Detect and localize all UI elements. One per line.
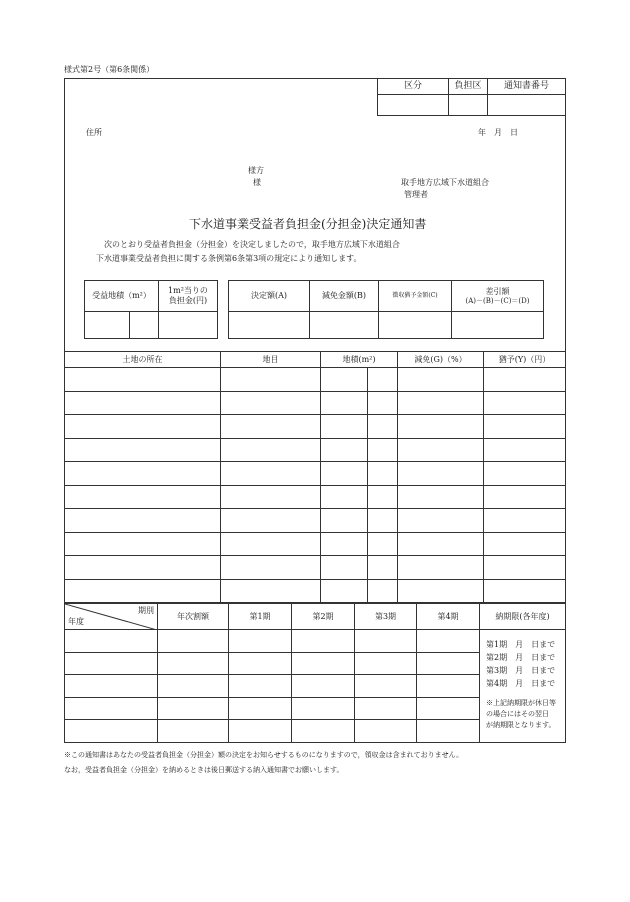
period-2-cell[interactable] xyxy=(292,630,355,653)
land-category-cell[interactable] xyxy=(221,556,321,580)
difference-line-1: 差引額 xyxy=(485,287,510,296)
deferment-value[interactable] xyxy=(379,312,452,339)
holiday-note-line-3: が納期限となります。 xyxy=(486,721,556,729)
land-category-cell[interactable] xyxy=(221,415,321,439)
land-area-cell[interactable] xyxy=(321,391,368,415)
corner-year-label: 年度 xyxy=(68,617,84,627)
holiday-note-line-1: ※上記納期限が休日等 xyxy=(486,699,556,707)
land-category-cell[interactable] xyxy=(221,462,321,486)
period-4-cell[interactable] xyxy=(417,630,480,653)
land-reduction-cell[interactable] xyxy=(398,485,484,509)
land-row xyxy=(65,391,566,415)
land-location-cell[interactable] xyxy=(65,438,221,462)
period-2-cell[interactable] xyxy=(292,652,355,675)
land-row xyxy=(65,368,566,392)
kubun-label: 区分 xyxy=(378,79,449,95)
deadline-period-2: 第2期 月 日まで xyxy=(486,653,556,662)
land-deferment-cell[interactable] xyxy=(484,532,566,556)
land-location-cell[interactable] xyxy=(65,485,221,509)
period-2-cell[interactable] xyxy=(292,697,355,720)
land-reduction-cell[interactable] xyxy=(398,579,484,603)
land-area-decimal-cell[interactable] xyxy=(368,485,398,509)
period-1-header: 第1期 xyxy=(229,604,292,630)
deadline-header: 納期限(各年度) xyxy=(480,604,566,630)
land-row xyxy=(65,485,566,509)
land-reduction-cell[interactable] xyxy=(398,509,484,533)
land-area-cell[interactable] xyxy=(321,509,368,533)
year-cell[interactable] xyxy=(65,675,158,698)
per-sqm-header xyxy=(159,281,218,312)
annual-amount-cell[interactable] xyxy=(158,720,229,743)
difference-header xyxy=(452,281,544,312)
land-location-cell[interactable] xyxy=(65,579,221,603)
annual-amount-header: 年次割額 xyxy=(158,604,229,630)
land-area-cell[interactable] xyxy=(321,415,368,439)
land-area-cell[interactable] xyxy=(321,438,368,462)
land-deferment-cell[interactable] xyxy=(484,579,566,603)
intro-line-1: 次のとおり受益者負担金（分担金）を決定しましたので，取手地方広域下水道組合 xyxy=(104,240,400,249)
land-row xyxy=(65,556,566,580)
notice-number-value[interactable] xyxy=(488,95,566,116)
annual-amount-cell[interactable] xyxy=(158,697,229,720)
recipient-sama-kata: 様方 xyxy=(248,166,264,175)
land-location-cell[interactable] xyxy=(65,368,221,392)
land-deferment-header: 猶予(Y)（円） xyxy=(484,352,566,368)
difference-line-2: (A)－(B)－(C)＝(D) xyxy=(465,296,530,305)
land-area-decimal-cell[interactable] xyxy=(368,462,398,486)
area-value-decimal[interactable] xyxy=(130,312,159,339)
period-2-cell[interactable] xyxy=(292,675,355,698)
land-area-cell[interactable] xyxy=(321,579,368,603)
land-area-decimal-cell[interactable] xyxy=(368,438,398,462)
footnote-line-2: なお，受益者負担金（分担金）を納めるときは後日郵送する納入通知書でお願いします。 xyxy=(64,766,344,774)
land-location-header: 土地の所在 xyxy=(65,352,221,368)
period-4-cell[interactable] xyxy=(417,720,480,743)
installment-row xyxy=(65,630,566,653)
reduction-header: 減免金額(B) xyxy=(310,281,379,312)
period-1-cell[interactable] xyxy=(229,720,292,743)
period-2-cell[interactable] xyxy=(292,720,355,743)
land-deferment-cell[interactable] xyxy=(484,415,566,439)
land-deferment-cell[interactable] xyxy=(484,368,566,392)
difference-value[interactable] xyxy=(452,312,544,339)
land-reduction-cell[interactable] xyxy=(398,556,484,580)
reduction-value[interactable] xyxy=(310,312,379,339)
footnote-line-1: ※この通知書はあなたの受益者負担金（分担金）額の決定をお知らせするものになりますので，領収金は含まれておりません。 xyxy=(64,751,464,759)
land-area-header: 地積(m²) xyxy=(321,352,398,368)
land-reduction-cell[interactable] xyxy=(398,391,484,415)
annual-amount-cell[interactable] xyxy=(158,675,229,698)
land-reduction-cell[interactable] xyxy=(398,415,484,439)
period-3-header: 第3期 xyxy=(355,604,417,630)
amount-summary-table xyxy=(228,280,544,339)
period-1-cell[interactable] xyxy=(229,675,292,698)
date-label: 年 月 日 xyxy=(478,128,518,137)
period-3-cell[interactable] xyxy=(355,630,417,653)
deadline-period-4: 第4期 月 日まで xyxy=(486,679,556,688)
header-code-table xyxy=(377,78,566,116)
land-deferment-cell[interactable] xyxy=(484,462,566,486)
land-category-cell[interactable] xyxy=(221,368,321,392)
year-cell[interactable] xyxy=(65,720,158,743)
land-area-cell[interactable] xyxy=(321,368,368,392)
holiday-note-line-2: の場合にはその翌日 xyxy=(486,710,549,718)
recipient-sama: 様 xyxy=(253,178,261,187)
land-row xyxy=(65,462,566,486)
area-summary-table xyxy=(84,280,218,339)
land-area-decimal-cell[interactable] xyxy=(368,579,398,603)
land-reduction-cell[interactable] xyxy=(398,462,484,486)
kubun-value[interactable] xyxy=(378,95,449,116)
land-deferment-cell[interactable] xyxy=(484,509,566,533)
land-location-cell[interactable] xyxy=(65,462,221,486)
land-category-cell[interactable] xyxy=(221,485,321,509)
period-4-cell[interactable] xyxy=(417,697,480,720)
land-row xyxy=(65,532,566,556)
land-area-decimal-cell[interactable] xyxy=(368,391,398,415)
period-3-cell[interactable] xyxy=(355,720,417,743)
land-category-cell[interactable] xyxy=(221,438,321,462)
issuer-role: 管理者 xyxy=(404,190,428,199)
period-1-cell[interactable] xyxy=(229,652,292,675)
land-reduction-cell[interactable] xyxy=(398,368,484,392)
period-4-cell[interactable] xyxy=(417,675,480,698)
year-cell[interactable] xyxy=(65,652,158,675)
land-category-cell[interactable] xyxy=(221,391,321,415)
land-area-decimal-cell[interactable] xyxy=(368,368,398,392)
land-location-cell[interactable] xyxy=(65,532,221,556)
annual-amount-cell[interactable] xyxy=(158,630,229,653)
period-3-cell[interactable] xyxy=(355,697,417,720)
deferment-header: 徴収猶予金額(C) xyxy=(379,281,452,312)
land-deferment-cell[interactable] xyxy=(484,391,566,415)
period-4-header: 第4期 xyxy=(417,604,480,630)
area-value-main[interactable] xyxy=(85,312,130,339)
period-3-cell[interactable] xyxy=(355,675,417,698)
land-area-decimal-cell[interactable] xyxy=(368,556,398,580)
land-deferment-cell[interactable] xyxy=(484,485,566,509)
deadline-info-cell xyxy=(480,630,566,743)
address-label: 住所 xyxy=(86,128,102,137)
per-sqm-value[interactable] xyxy=(159,312,218,339)
issuer-name: 取手地方広域下水道組合 xyxy=(401,178,489,187)
corner-period-label: 期別 xyxy=(138,606,154,615)
futanku-value[interactable] xyxy=(449,95,488,116)
year-cell[interactable] xyxy=(65,697,158,720)
land-location-cell[interactable] xyxy=(65,509,221,533)
land-deferment-cell[interactable] xyxy=(484,438,566,462)
deadline-period-3: 第3期 月 日まで xyxy=(486,666,556,675)
per-sqm-line-2: 負担金(円) xyxy=(168,296,208,305)
land-category-cell[interactable] xyxy=(221,579,321,603)
land-row xyxy=(65,509,566,533)
land-location-cell[interactable] xyxy=(65,415,221,439)
land-category-cell[interactable] xyxy=(221,532,321,556)
land-location-cell[interactable] xyxy=(65,391,221,415)
annual-amount-cell[interactable] xyxy=(158,652,229,675)
land-deferment-cell[interactable] xyxy=(484,556,566,580)
intro-line-2: 下水道事業受益者負担に関する条例第6条第3項の規定により通知します。 xyxy=(96,254,362,263)
notice-number-label: 通知書番号 xyxy=(488,79,566,95)
document-title: 下水道事業受益者負担金(分担金)決定通知書 xyxy=(189,217,427,231)
period-1-cell[interactable] xyxy=(229,697,292,720)
form-number: 様式第2号（第6条関係） xyxy=(64,65,155,74)
futanku-label: 負担区 xyxy=(449,79,488,95)
land-area-decimal-cell[interactable] xyxy=(368,509,398,533)
land-reduction-cell[interactable] xyxy=(398,532,484,556)
decided-header: 決定額(A) xyxy=(229,281,310,312)
period-2-header: 第2期 xyxy=(292,604,355,630)
deadline-period-1: 第1期 月 日まで xyxy=(486,640,556,649)
period-1-cell[interactable] xyxy=(229,630,292,653)
period-3-cell[interactable] xyxy=(355,652,417,675)
installment-corner-cell xyxy=(65,604,158,630)
land-area-decimal-cell[interactable] xyxy=(368,415,398,439)
land-area-cell[interactable] xyxy=(321,532,368,556)
per-sqm-line-1: 1m²当りの xyxy=(168,286,208,296)
land-area-cell[interactable] xyxy=(321,485,368,509)
land-category-cell[interactable] xyxy=(221,509,321,533)
land-row xyxy=(65,438,566,462)
year-cell[interactable] xyxy=(65,630,158,653)
period-4-cell[interactable] xyxy=(417,652,480,675)
land-location-cell[interactable] xyxy=(65,556,221,580)
land-area-cell[interactable] xyxy=(321,462,368,486)
land-row xyxy=(65,579,566,603)
land-row xyxy=(65,415,566,439)
land-area-decimal-cell[interactable] xyxy=(368,532,398,556)
land-reduction-cell[interactable] xyxy=(398,438,484,462)
decided-value[interactable] xyxy=(229,312,310,339)
land-reduction-header: 減免(G)（%） xyxy=(398,352,484,368)
land-category-header: 地目 xyxy=(221,352,321,368)
land-table xyxy=(64,351,566,603)
land-area-cell[interactable] xyxy=(321,556,368,580)
installment-table xyxy=(64,603,566,743)
area-header: 受益地積（m²） xyxy=(85,281,159,312)
